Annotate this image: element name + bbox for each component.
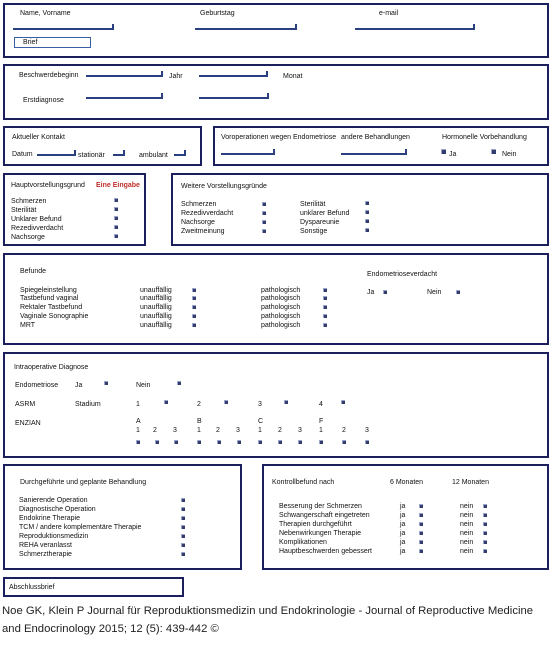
final-letter-label: Abschlussbrief	[9, 584, 55, 591]
preop-title: Voroperationen wegen Endometriose	[221, 134, 337, 141]
followup-no-checkbox[interactable]	[483, 504, 487, 508]
brief-label: Brief	[23, 39, 38, 46]
enzian-number: 2	[153, 427, 157, 434]
followup-no-checkbox[interactable]	[483, 531, 487, 535]
previous-operations-section	[213, 126, 549, 166]
endo-suspicion-yes-checkbox[interactable]	[383, 290, 387, 294]
other-reason-checkbox[interactable]	[262, 211, 266, 215]
email-field[interactable]	[355, 24, 475, 30]
finding-pathologic-checkbox[interactable]	[323, 323, 327, 327]
endo-suspicion-yes-label: Ja	[367, 289, 375, 296]
inpatient-field[interactable]	[113, 150, 125, 156]
enzian-number: 3	[236, 427, 240, 434]
followup-title: Kontrollbefund nach	[272, 479, 335, 486]
findings-section	[3, 253, 549, 345]
other-reason-checkbox[interactable]	[365, 219, 369, 223]
treatment-section	[3, 464, 242, 570]
enzian-checkbox[interactable]	[136, 440, 140, 444]
name-label: Name, Vorname	[20, 10, 71, 17]
finding-normal-label: unauffällig	[140, 304, 172, 311]
findings-title: Befunde	[20, 268, 47, 275]
other-reasons-section	[171, 173, 549, 246]
main-reason-checkbox[interactable]	[114, 216, 118, 220]
treatment-item: Sanierende Operation	[19, 497, 88, 504]
enzian-letter: A	[136, 418, 141, 425]
treatment-checkbox[interactable]	[181, 543, 185, 547]
outpatient-label: ambulant	[139, 152, 168, 159]
month-label: Monat	[283, 73, 303, 80]
email-label: e-mail	[379, 10, 399, 17]
enzian-letter: F	[319, 418, 324, 425]
final-letter-box[interactable]	[3, 577, 184, 597]
finding-normal-checkbox[interactable]	[192, 296, 196, 300]
stage-label: Stadium	[75, 401, 101, 408]
date-field[interactable]	[37, 150, 76, 156]
finding-item: MRT	[20, 322, 36, 329]
followup-yes-checkbox[interactable]	[419, 522, 423, 526]
followup-yes-checkbox[interactable]	[419, 531, 423, 535]
treatment-item: Reproduktionsmedizin	[19, 533, 89, 540]
enzian-number: 2	[216, 427, 220, 434]
endometriosis-yes-checkbox[interactable]	[104, 381, 108, 385]
enzian-number: 3	[173, 427, 177, 434]
finding-item: Tastbefund vaginal	[20, 295, 79, 302]
enzian-checkbox[interactable]	[278, 440, 282, 444]
other-reason-checkbox[interactable]	[365, 210, 369, 214]
stage-option: 3	[258, 401, 262, 408]
enzian-checkbox[interactable]	[258, 440, 262, 444]
single-entry-note: Eine Eingabe	[96, 182, 140, 189]
finding-item: Spiegeleinstellung	[20, 287, 77, 294]
treatment-checkbox[interactable]	[181, 552, 185, 556]
other-reason-item: unklarer Befund	[300, 210, 350, 217]
treatment-checkbox[interactable]	[181, 525, 185, 529]
complaint-section	[3, 64, 549, 120]
treatment-item: REHA veranlasst	[19, 542, 72, 549]
treatment-checkbox[interactable]	[181, 507, 185, 511]
citation-text: Noe GK, Klein P Journal für Reproduktionsmedizin und Endokrinologie - Journal of Reproductive Medicine and Endocrinology 2015; 12 (5): 439-442 ©	[2, 605, 534, 635]
treatment-checkbox[interactable]	[181, 516, 185, 520]
enzian-checkbox[interactable]	[197, 440, 201, 444]
main-reason-checkbox[interactable]	[114, 198, 118, 202]
treatment-checkbox[interactable]	[181, 534, 185, 538]
stage-checkbox[interactable]	[164, 400, 168, 404]
enzian-checkbox[interactable]	[319, 440, 323, 444]
name-field[interactable]	[13, 24, 114, 30]
followup-item: Komplikationen	[279, 539, 327, 546]
followup-no-label: nein	[460, 548, 474, 555]
stage-checkbox[interactable]	[284, 400, 288, 404]
finding-normal-checkbox[interactable]	[192, 288, 196, 292]
enzian-letter: B	[197, 418, 202, 425]
endometriosis-no-checkbox[interactable]	[177, 381, 181, 385]
enzian-number: 3	[365, 427, 369, 434]
enzian-checkbox[interactable]	[365, 440, 369, 444]
followup-yes-checkbox[interactable]	[419, 540, 423, 544]
followup-no-checkbox[interactable]	[483, 549, 487, 553]
hormonal-label: Hormonelle Vorbehandlung	[442, 134, 527, 141]
complaint-begin-label: Beschwerdebeginn	[19, 72, 79, 79]
followup-no-checkbox[interactable]	[483, 522, 487, 526]
enzian-checkbox[interactable]	[174, 440, 178, 444]
main-reason-item: Sterilität	[11, 207, 37, 214]
enzian-label: ENZIAN	[15, 420, 41, 427]
hormonal-no-checkbox[interactable]	[491, 149, 496, 154]
main-reason-checkbox[interactable]	[114, 225, 118, 229]
finding-normal-checkbox[interactable]	[192, 323, 196, 327]
followup-no-label: nein	[460, 539, 474, 546]
hormonal-no-label: Nein	[502, 151, 517, 158]
enzian-number: 1	[258, 427, 262, 434]
main-reason-item: Unklarer Befund	[11, 216, 62, 223]
other-reason-item: Zweitmeinung	[181, 228, 225, 235]
followup-item: Schwangerschaft eingetreten	[279, 512, 370, 519]
endometriosis-yes-label: Ja	[75, 382, 83, 389]
followup-yes-label: ja	[400, 530, 406, 537]
finding-item: Vaginale Sonographie	[20, 313, 89, 320]
intraop-section	[3, 352, 549, 458]
personal-data-section	[3, 3, 549, 58]
followup-yes-label: ja	[400, 512, 406, 519]
endo-suspicion-title: Endometrioseverdacht	[367, 271, 438, 278]
other-reason-checkbox[interactable]	[262, 229, 266, 233]
followup-no-label: nein	[460, 512, 474, 519]
finding-normal-label: unauffällig	[140, 287, 172, 294]
outpatient-field[interactable]	[174, 150, 186, 156]
finding-normal-label: unauffällig	[140, 313, 172, 320]
endo-suspicion-no-label: Nein	[427, 289, 442, 296]
finding-pathologic-checkbox[interactable]	[323, 314, 327, 318]
hormonal-yes-checkbox[interactable]	[441, 149, 446, 154]
stage-checkbox[interactable]	[341, 400, 345, 404]
other-reason-item: Rezedivverdacht	[181, 210, 234, 217]
main-reason-checkbox[interactable]	[114, 234, 118, 238]
finding-pathologic-checkbox[interactable]	[323, 305, 327, 309]
finding-normal-label: unauffällig	[140, 295, 172, 302]
stage-option: 4	[319, 401, 323, 408]
followup-item: Besserung der Schmerzen	[279, 503, 362, 510]
finding-pathologic-label: pathologisch	[261, 304, 301, 311]
followup-item: Hauptbeschwerden gebessert	[279, 548, 373, 555]
current-contact-section	[3, 126, 202, 166]
first-diagnosis-label: Erstdiagnose	[23, 97, 64, 104]
enzian-letter: C	[258, 418, 264, 425]
treatment-item: TCM / andere komplementäre Therapie	[19, 524, 142, 531]
enzian-number: 1	[136, 427, 140, 434]
main-reason-item: Rezedivverdacht	[11, 225, 64, 232]
finding-normal-checkbox[interactable]	[192, 305, 196, 309]
followup-yes-label: ja	[400, 521, 406, 528]
treatment-item: Diagnostische Operation	[19, 506, 96, 513]
enzian-number: 1	[197, 427, 201, 434]
main-reason-section	[3, 173, 146, 246]
finding-pathologic-label: pathologisch	[261, 287, 301, 294]
main-reason-item: Nachsorge	[11, 234, 45, 241]
enzian-checkbox[interactable]	[342, 440, 346, 444]
hormonal-yes-label: Ja	[449, 151, 457, 158]
finding-pathologic-label: pathologisch	[261, 322, 301, 329]
enzian-checkbox[interactable]	[237, 440, 241, 444]
treatment-checkbox[interactable]	[181, 498, 185, 502]
date-label: Datum	[12, 151, 33, 158]
other-reason-checkbox[interactable]	[262, 202, 266, 206]
treatment-item: Schmerztherapie	[19, 551, 72, 558]
followup-item: Nebenwirkungen Therapie	[279, 530, 361, 537]
followup-yes-label: ja	[400, 539, 406, 546]
other-reason-checkbox[interactable]	[365, 201, 369, 205]
first-diagnosis-field[interactable]	[86, 93, 163, 99]
followup-12-months-header: 12 Monaten	[452, 479, 489, 486]
followup-yes-label: ja	[400, 548, 406, 555]
stage-option: 2	[197, 401, 201, 408]
endometriosis-label: Endometriose	[15, 382, 59, 389]
first-diagnosis-year-field[interactable]	[199, 93, 269, 99]
preop-field[interactable]	[221, 149, 275, 155]
followup-yes-checkbox[interactable]	[419, 513, 423, 517]
other-reason-item: Dyspareunie	[300, 219, 340, 226]
endo-suspicion-no-checkbox[interactable]	[456, 290, 460, 294]
followup-6-months-header: 6 Monaten	[390, 479, 424, 486]
birthday-label: Geburtstag	[200, 10, 235, 17]
birthday-field[interactable]	[195, 24, 297, 30]
main-reason-title: Hauptvorstellungsgrund	[11, 182, 85, 189]
complaint-begin-field[interactable]	[86, 71, 163, 77]
followup-no-label: nein	[460, 530, 474, 537]
enzian-number: 2	[342, 427, 346, 434]
enzian-checkbox[interactable]	[155, 440, 159, 444]
followup-yes-checkbox[interactable]	[419, 549, 423, 553]
other-reason-checkbox[interactable]	[365, 228, 369, 232]
enzian-checkbox[interactable]	[217, 440, 221, 444]
year-label: Jahr	[169, 73, 183, 80]
brief-field[interactable]	[14, 37, 91, 48]
followup-item: Therapien durchgeführt	[279, 521, 352, 528]
main-reason-item: Schmerzen	[11, 198, 47, 205]
treatment-title: Durchgeführte und geplante Behandlung	[20, 479, 147, 486]
other-treatments-label: andere Behandlungen	[341, 134, 410, 141]
stage-option: 1	[136, 401, 140, 408]
finding-normal-label: unauffällig	[140, 322, 172, 329]
finding-item: Rektaler Tastbefund	[20, 304, 83, 311]
finding-normal-checkbox[interactable]	[192, 314, 196, 318]
finding-pathologic-checkbox[interactable]	[323, 296, 327, 300]
enzian-number: 2	[278, 427, 282, 434]
followup-section	[262, 464, 549, 570]
main-reason-checkbox[interactable]	[114, 207, 118, 211]
other-reason-item: Schmerzen	[181, 201, 217, 208]
treatment-item: Endokrine Therapie	[19, 515, 80, 522]
contact-title: Aktueller Kontakt	[12, 134, 65, 141]
finding-pathologic-label: pathologisch	[261, 313, 301, 320]
other-treatments-field[interactable]	[341, 149, 407, 155]
intraop-title: Intraoperative Diagnose	[14, 364, 89, 371]
other-reason-item: Nachsorge	[181, 219, 215, 226]
followup-yes-label: ja	[400, 503, 406, 510]
followup-no-label: nein	[460, 503, 474, 510]
asrm-label: ASRM	[15, 401, 36, 408]
followup-no-checkbox[interactable]	[483, 513, 487, 517]
other-reason-checkbox[interactable]	[262, 220, 266, 224]
other-reason-item: Sterilität	[300, 201, 326, 208]
endometriosis-no-label: Nein	[136, 382, 151, 389]
year-field[interactable]	[199, 71, 268, 77]
stage-checkbox[interactable]	[224, 400, 228, 404]
inpatient-label: stationär	[78, 152, 105, 159]
other-reasons-title: Weitere Vorstellungsgründe	[181, 183, 267, 190]
other-reason-item: Sonstige	[300, 228, 328, 235]
enzian-checkbox[interactable]	[298, 440, 302, 444]
finding-pathologic-label: pathologisch	[261, 295, 301, 302]
finding-pathologic-checkbox[interactable]	[323, 288, 327, 292]
followup-no-label: nein	[460, 521, 474, 528]
followup-yes-checkbox[interactable]	[419, 504, 423, 508]
enzian-number: 1	[319, 427, 323, 434]
followup-no-checkbox[interactable]	[483, 540, 487, 544]
enzian-number: 3	[298, 427, 302, 434]
